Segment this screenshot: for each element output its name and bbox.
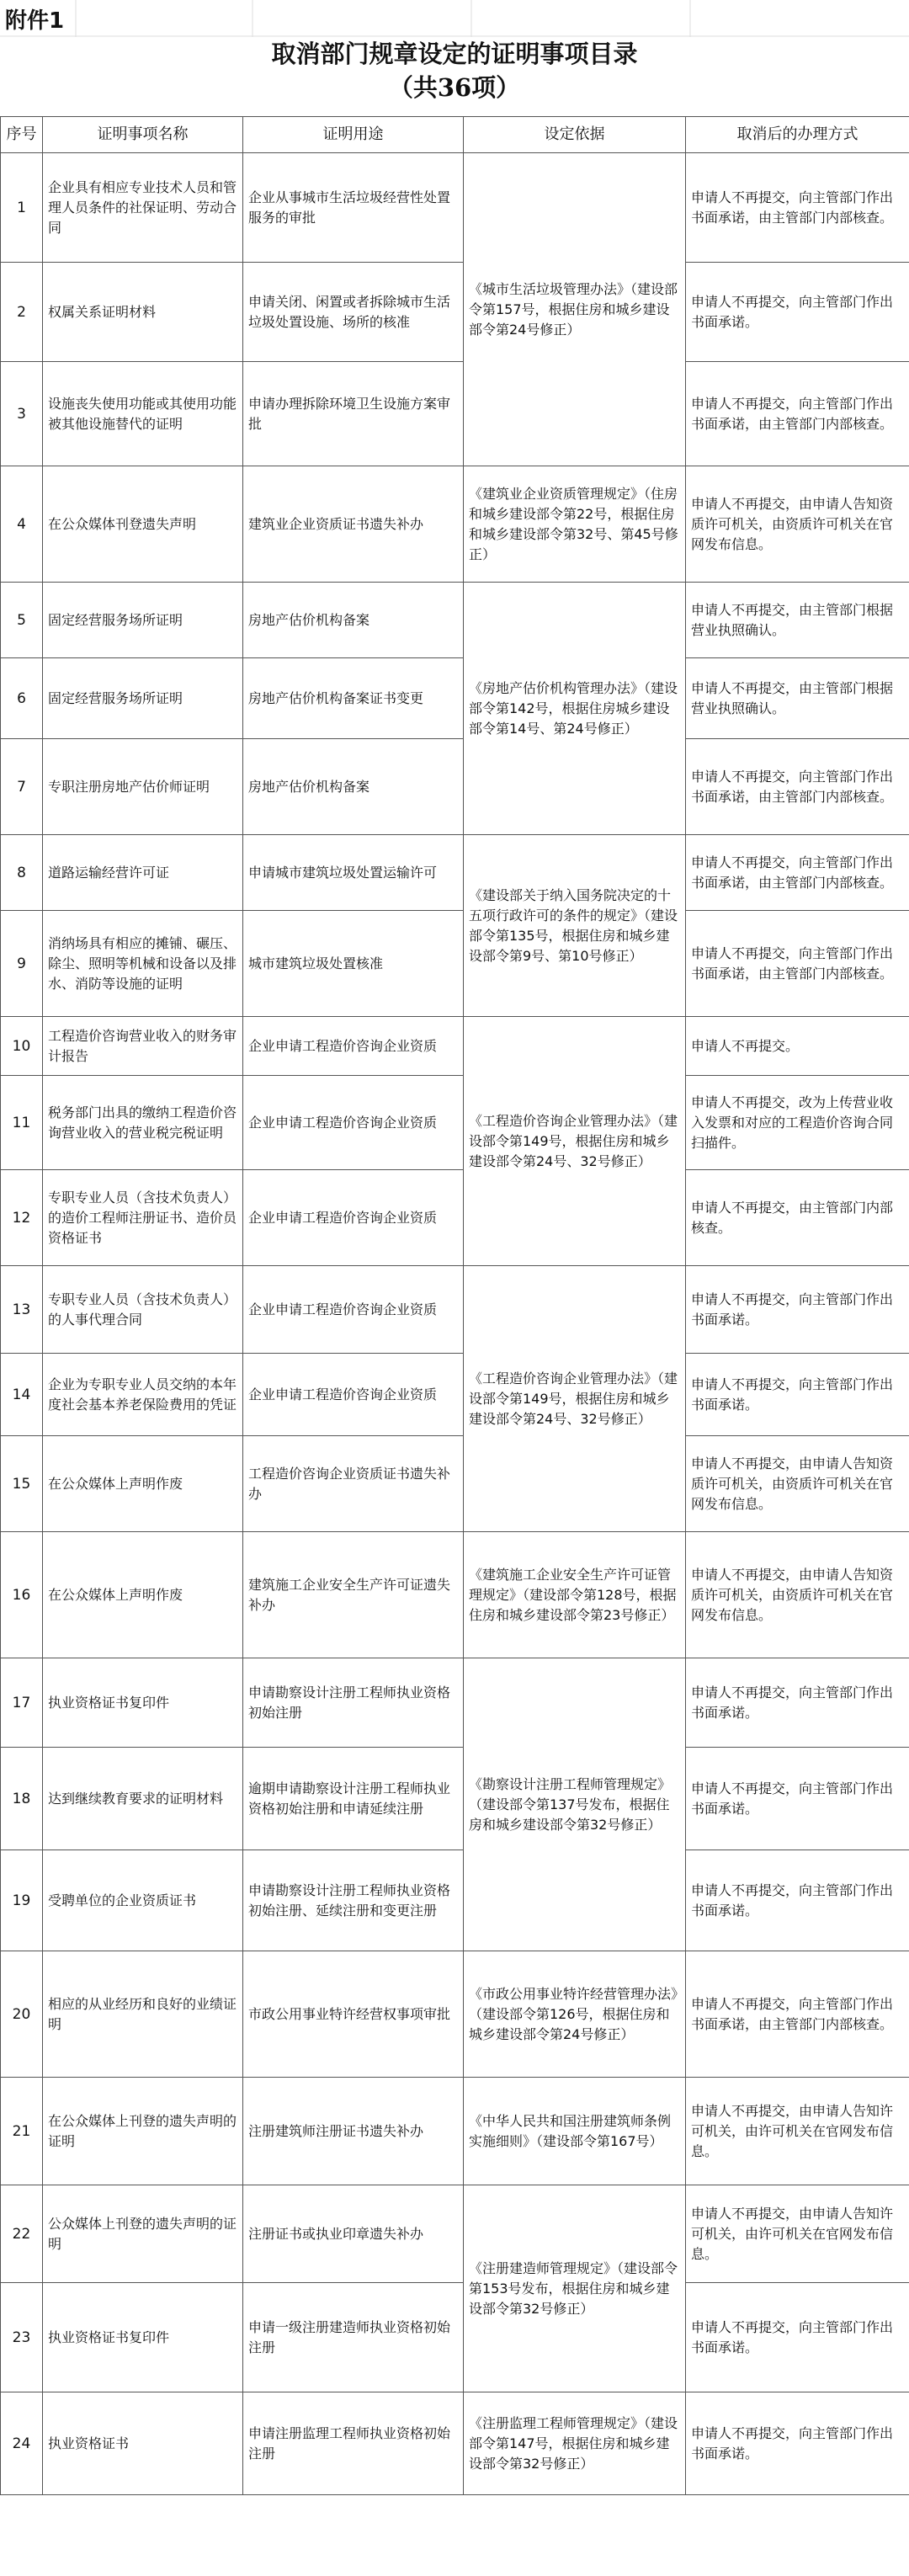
table-body — [1, 153, 909, 2495]
item-name: 相应的从业经历和良好的业绩证明 — [43, 1951, 243, 2078]
title-line-2: （共36项） — [388, 73, 521, 102]
table-row — [1, 2078, 909, 2185]
item-use: 建筑施工企业安全生产许可证遗失补办 — [243, 1532, 464, 1658]
item-basis: 《建设部关于纳入国务院决定的十五项行政许可的条件的规定》（建设部令第135号，根据住房和城乡建设部令第9号、第10号修正） — [464, 835, 686, 1017]
table-row — [1, 911, 909, 1017]
item-name: 达到继续教育要求的证明材料 — [43, 1748, 243, 1850]
item-method: 申请人不再提交，向主管部门作出书面承诺，由主管部门内部核查。 — [686, 153, 909, 263]
item-use: 申请勘察设计注册工程师执业资格初始注册 — [243, 1658, 464, 1748]
item-basis: 《建筑业企业资质管理规定》（住房和城乡建设部令第22号，根据住房和城乡建设部令第32号、第45号修正） — [464, 466, 686, 583]
row-number: 13 — [1, 1266, 43, 1354]
table-row — [1, 1076, 909, 1170]
row-number: 12 — [1, 1170, 43, 1266]
item-method: 申请人不再提交，由申请人告知资质许可机关，由资质许可机关在官网发布信息。 — [686, 1532, 909, 1658]
item-basis: 《勘察设计注册工程师管理规定》（建设部令第137号发布，根据住房和城乡建设部令第32号修正） — [464, 1658, 686, 1951]
table-row — [1, 466, 909, 583]
spreadsheet-gridlines — [0, 0, 909, 37]
item-use: 市政公用事业特许经营权事项审批 — [243, 1951, 464, 2078]
row-number: 4 — [1, 466, 43, 583]
table-row — [1, 1850, 909, 1951]
row-number: 10 — [1, 1017, 43, 1076]
item-name: 执业资格证书复印件 — [43, 2283, 243, 2392]
row-number: 9 — [1, 911, 43, 1017]
item-method: 申请人不再提交，由申请人告知许可机关，由许可机关在官网发布信息。 — [686, 2185, 909, 2283]
table-row — [1, 2185, 909, 2283]
item-use: 注册证书或执业印章遗失补办 — [243, 2185, 464, 2283]
item-name: 在公众媒体上声明作废 — [43, 1436, 243, 1532]
item-method: 申请人不再提交，改为上传营业收入发票和对应的工程造价咨询合同扫描件。 — [686, 1076, 909, 1170]
item-basis: 《建筑施工企业安全生产许可证管理规定》（建设部令第128号，根据住房和城乡建设部令第23号修正） — [464, 1532, 686, 1658]
row-number: 23 — [1, 2283, 43, 2392]
item-method: 申请人不再提交，由主管部门内部核查。 — [686, 1170, 909, 1266]
item-name: 固定经营服务场所证明 — [43, 658, 243, 739]
table-row — [1, 835, 909, 911]
table-row — [1, 1017, 909, 1076]
table-row — [1, 1436, 909, 1532]
item-method: 申请人不再提交，向主管部门作出书面承诺。 — [686, 1658, 909, 1748]
item-basis: 《房地产估价机构管理办法》（建设部令第142号，根据住房城乡建设部令第14号、第24号修正） — [464, 583, 686, 835]
item-method: 申请人不再提交，向主管部门作出书面承诺，由主管部门内部核查。 — [686, 835, 909, 911]
header-cell-basis: 设定依据 — [464, 117, 686, 153]
item-use: 逾期申请勘察设计注册工程师执业资格初始注册和申请延续注册 — [243, 1748, 464, 1850]
item-method: 申请人不再提交，由申请人告知资质许可机关，由资质许可机关在官网发布信息。 — [686, 466, 909, 583]
row-number: 20 — [1, 1951, 43, 2078]
item-use: 房地产估价机构备案证书变更 — [243, 658, 464, 739]
row-number: 3 — [1, 362, 43, 466]
item-method: 申请人不再提交，由主管部门根据营业执照确认。 — [686, 658, 909, 739]
item-use: 企业从事城市生活垃圾经营性处置服务的审批 — [243, 153, 464, 263]
row-number: 14 — [1, 1354, 43, 1436]
item-use: 房地产估价机构备案 — [243, 739, 464, 835]
item-name: 企业具有相应专业技术人员和管理人员条件的社保证明、劳动合同 — [43, 153, 243, 263]
item-use: 注册建筑师注册证书遗失补办 — [243, 2078, 464, 2185]
row-number: 7 — [1, 739, 43, 835]
table-row — [1, 2283, 909, 2392]
item-name: 执业资格证书复印件 — [43, 1658, 243, 1748]
item-use: 企业申请工程造价咨询企业资质 — [243, 1266, 464, 1354]
row-number: 21 — [1, 2078, 43, 2185]
item-name: 消纳场具有相应的摊铺、碾压、除尘、照明等机械和设备以及排水、消防等设施的证明 — [43, 911, 243, 1017]
item-name: 专职专业人员（含技术负责人）的造价工程师注册证书、造价员资格证书 — [43, 1170, 243, 1266]
item-name: 税务部门出具的缴纳工程造价咨询营业收入的营业税完税证明 — [43, 1076, 243, 1170]
table-row — [1, 583, 909, 658]
item-use: 申请勘察设计注册工程师执业资格初始注册、延续注册和变更注册 — [243, 1850, 464, 1951]
table-row — [1, 1658, 909, 1748]
item-use: 企业申请工程造价咨询企业资质 — [243, 1170, 464, 1266]
title-line-1: 取消部门规章设定的证明事项目录 — [271, 40, 638, 68]
item-use: 工程造价咨询企业资质证书遗失补办 — [243, 1436, 464, 1532]
item-use: 企业申请工程造价咨询企业资质 — [243, 1354, 464, 1436]
item-method: 申请人不再提交，由申请人告知许可机关，由许可机关在官网发布信息。 — [686, 2078, 909, 2185]
row-number: 15 — [1, 1436, 43, 1532]
table-row — [1, 263, 909, 362]
item-method: 申请人不再提交，向主管部门作出书面承诺，由主管部门内部核查。 — [686, 739, 909, 835]
item-method: 申请人不再提交，向主管部门作出书面承诺。 — [686, 1850, 909, 1951]
item-method: 申请人不再提交，向主管部门作出书面承诺。 — [686, 1266, 909, 1354]
item-basis: 《城市生活垃圾管理办法》（建设部令第157号，根据住房和城乡建设部令第24号修正） — [464, 153, 686, 466]
item-method: 申请人不再提交，向主管部门作出书面承诺，由主管部门内部核查。 — [686, 1951, 909, 2078]
item-method: 申请人不再提交，向主管部门作出书面承诺，由主管部门内部核查。 — [686, 911, 909, 1017]
item-name: 公众媒体上刊登的遗失声明的证明 — [43, 2185, 243, 2283]
table-row — [1, 1266, 909, 1354]
row-number: 24 — [1, 2392, 43, 2495]
item-method: 申请人不再提交，向主管部门作出书面承诺。 — [686, 2283, 909, 2392]
row-number: 11 — [1, 1076, 43, 1170]
item-method: 申请人不再提交，向主管部门作出书面承诺，由主管部门内部核查。 — [686, 362, 909, 466]
item-use: 申请一级注册建造师执业资格初始注册 — [243, 2283, 464, 2392]
row-number: 1 — [1, 153, 43, 263]
item-name: 道路运输经营许可证 — [43, 835, 243, 911]
item-name: 工程造价咨询营业收入的财务审计报告 — [43, 1017, 243, 1076]
table-row — [1, 739, 909, 835]
item-name: 在公众媒体上刊登的遗失声明的证明 — [43, 2078, 243, 2185]
document-title — [0, 37, 909, 104]
item-basis: 《市政公用事业特许经营管理办法》（建设部令第126号，根据住房和城乡建设部令第24号修正） — [464, 1951, 686, 2078]
item-method: 申请人不再提交，向主管部门作出书面承诺。 — [686, 1354, 909, 1436]
item-use: 企业申请工程造价咨询企业资质 — [243, 1076, 464, 1170]
row-number: 2 — [1, 263, 43, 362]
item-use: 申请关闭、闲置或者拆除城市生活垃圾处置设施、场所的核准 — [243, 263, 464, 362]
item-name: 在公众媒体刊登遗失声明 — [43, 466, 243, 583]
table-row — [1, 1354, 909, 1436]
item-use: 企业申请工程造价咨询企业资质 — [243, 1017, 464, 1076]
table-row — [1, 658, 909, 739]
item-use: 建筑业企业资质证书遗失补办 — [243, 466, 464, 583]
table-row — [1, 362, 909, 466]
table-row — [1, 1532, 909, 1658]
item-name: 专职专业人员（含技术负责人）的人事代理合同 — [43, 1266, 243, 1354]
header-cell-name: 证明事项名称 — [43, 117, 243, 153]
row-number: 5 — [1, 583, 43, 658]
item-method: 申请人不再提交。 — [686, 1017, 909, 1076]
attachment-label: 附件1 — [5, 8, 65, 34]
item-method: 申请人不再提交，由主管部门根据营业执照确认。 — [686, 583, 909, 658]
table-row — [1, 1951, 909, 2078]
row-number: 18 — [1, 1748, 43, 1850]
row-number: 17 — [1, 1658, 43, 1748]
item-method: 申请人不再提交，向主管部门作出书面承诺。 — [686, 1748, 909, 1850]
item-method: 申请人不再提交，向主管部门作出书面承诺。 — [686, 2392, 909, 2495]
item-name: 固定经营服务场所证明 — [43, 583, 243, 658]
header-cell-no: 序号 — [1, 117, 43, 153]
item-use: 申请城市建筑垃圾处置运输许可 — [243, 835, 464, 911]
item-name: 受聘单位的企业资质证书 — [43, 1850, 243, 1951]
certificate-items-table — [0, 116, 909, 2495]
row-number: 6 — [1, 658, 43, 739]
item-name: 专职注册房地产估价师证明 — [43, 739, 243, 835]
table-row — [1, 2392, 909, 2495]
row-number: 16 — [1, 1532, 43, 1658]
item-basis: 《工程造价咨询企业管理办法》（建设部令第149号，根据住房和城乡建设部令第24号、32号修正） — [464, 1017, 686, 1266]
item-use: 城市建筑垃圾处置核准 — [243, 911, 464, 1017]
item-use: 申请办理拆除环境卫生设施方案审批 — [243, 362, 464, 466]
item-use: 房地产估价机构备案 — [243, 583, 464, 658]
item-use: 申请注册监理工程师执业资格初始注册 — [243, 2392, 464, 2495]
header-cell-method: 取消后的办理方式 — [686, 117, 909, 153]
item-name: 设施丧失使用功能或其使用功能被其他设施替代的证明 — [43, 362, 243, 466]
header-cell-use: 证明用途 — [243, 117, 464, 153]
table-header-row — [1, 117, 909, 153]
item-name: 执业资格证书 — [43, 2392, 243, 2495]
row-number: 22 — [1, 2185, 43, 2283]
table-row — [1, 1170, 909, 1266]
item-name: 在公众媒体上声明作废 — [43, 1532, 243, 1658]
row-number: 8 — [1, 835, 43, 911]
item-basis: 《中华人民共和国注册建筑师条例实施细则》（建设部令第167号） — [464, 2078, 686, 2185]
item-method: 申请人不再提交，向主管部门作出书面承诺。 — [686, 263, 909, 362]
item-name: 企业为专职专业人员交纳的本年度社会基本养老保险费用的凭证 — [43, 1354, 243, 1436]
item-basis: 《工程造价咨询企业管理办法》（建设部令第149号，根据住房和城乡建设部令第24号、32号修正） — [464, 1266, 686, 1532]
row-number: 19 — [1, 1850, 43, 1951]
item-method: 申请人不再提交，由申请人告知资质许可机关，由资质许可机关在官网发布信息。 — [686, 1436, 909, 1532]
item-basis: 《注册监理工程师管理规定》（建设部令第147号，根据住房和城乡建设部令第32号修正） — [464, 2392, 686, 2495]
table-row — [1, 153, 909, 263]
item-name: 权属关系证明材料 — [43, 263, 243, 362]
table-row — [1, 1748, 909, 1850]
item-basis: 《注册建造师管理规定》（建设部令第153号发布，根据住房和城乡建设部令第32号修正） — [464, 2185, 686, 2392]
